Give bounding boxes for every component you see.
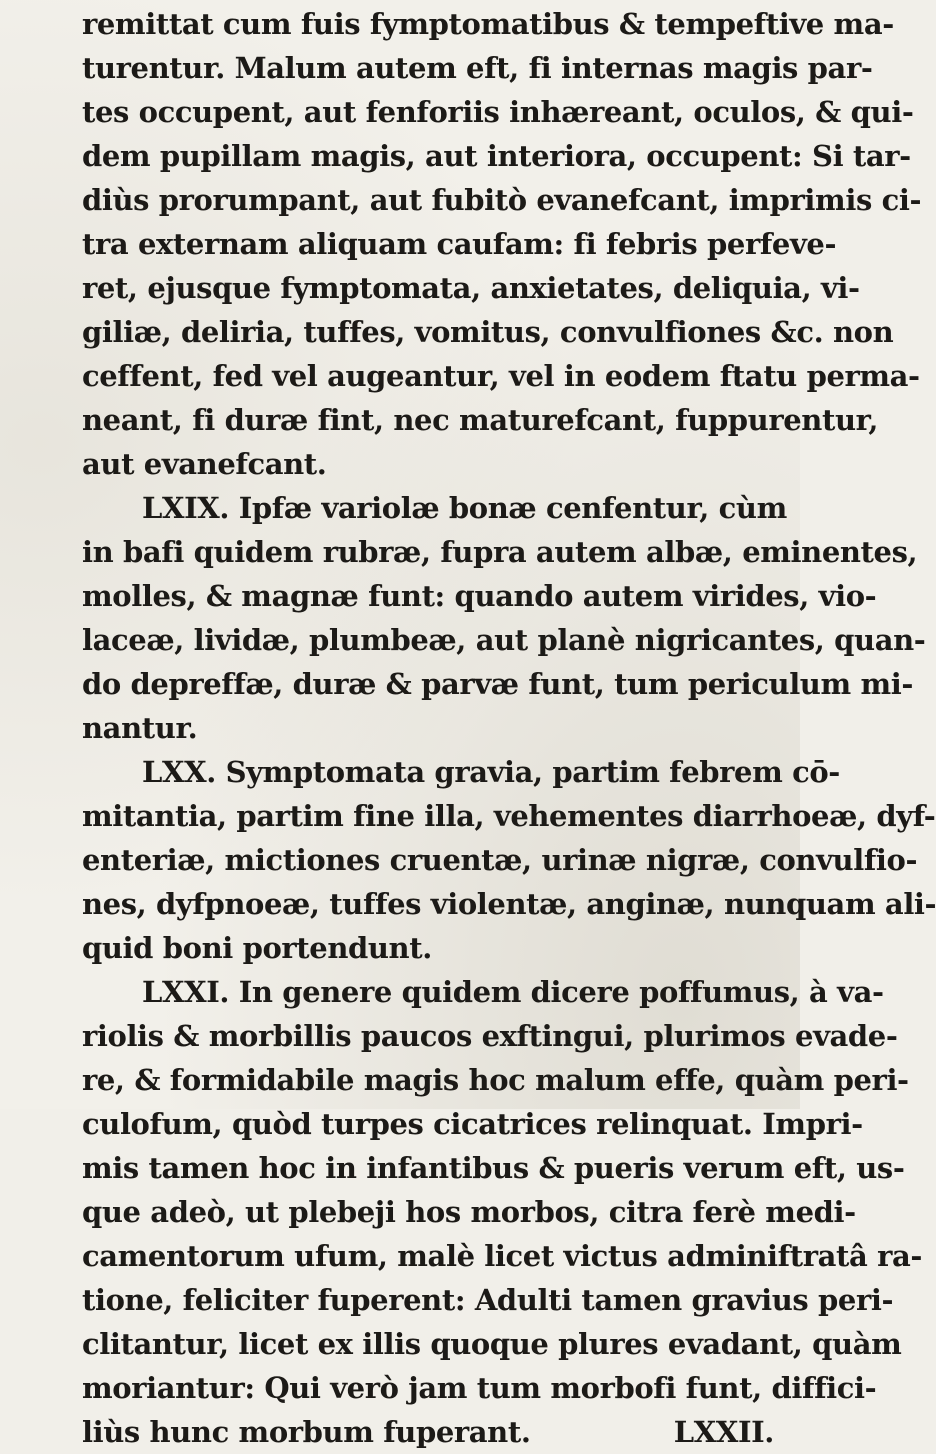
- text-line: mitantia, partim fine illa, vehementes diarrhoeæ, dyf-: [82, 799, 936, 833]
- text-line: dem pupillam magis, aut interiora, occupent: Si tar-: [82, 139, 911, 173]
- text-line: do depreffæ, duræ & parvæ funt, tum periculum mi-: [82, 667, 914, 701]
- last-line-row: [82, 1410, 782, 1454]
- text-line: que adeò, ut plebeji hos morbos, citra ferè medi-: [82, 1195, 856, 1229]
- section-heading-lxx: LXX. Symptomata gravia, partim febrem cō-: [142, 755, 840, 789]
- text-line: enteriæ, mictiones cruentæ, urinæ nigræ, convulfio-: [82, 843, 918, 877]
- section-heading-lxix: LXIX. Ipfæ variolæ bonæ cenfentur, cùm: [142, 491, 787, 525]
- text-line: tes occupent, aut fenforiis inhæreant, oculos, & qui-: [82, 95, 914, 129]
- main-text: [82, 2, 936, 1454]
- text-line: quid boni portendunt.: [82, 931, 432, 965]
- text-line: molles, & magnæ funt: quando autem virides, vio-: [82, 579, 877, 613]
- text-line: tione, feliciter fuperent: Adulti tamen gravius peri-: [82, 1283, 894, 1317]
- catchword: LXXII.: [673, 1415, 774, 1449]
- text-line: ceffent, fed vel augeantur, vel in eodem ftatu perma-: [82, 359, 920, 393]
- text-line: mis tamen hoc in infantibus & pueris verum eft, us-: [82, 1151, 905, 1185]
- text-line: diùs prorumpant, aut fubitò evanefcant, imprimis ci-: [82, 183, 922, 217]
- text-line: nes, dyfpnoeæ, tuffes violentæ, anginæ, nunquam ali-: [82, 887, 936, 921]
- text-line: riolis & morbillis paucos exftingui, plurimos evade-: [82, 1019, 898, 1053]
- text-line: in bafi quidem rubræ, fupra autem albæ, eminentes,: [82, 535, 918, 569]
- text-line: remittat cum fuis fymptomatibus & tempeftive ma-: [82, 7, 894, 41]
- text-line: neant, fi duræ fint, nec maturefcant, fuppurentur,: [82, 403, 879, 437]
- text-line: liùs hunc morbum fuperant.: [82, 1415, 531, 1449]
- text-line: turentur. Malum autem eft, fi internas magis par-: [82, 51, 873, 85]
- text-line: ret, ejusque fymptomata, anxietates, deliquia, vi-: [82, 271, 860, 305]
- text-line: camentorum ufum, malè licet victus adminiftratâ ra-: [82, 1239, 922, 1273]
- section-heading-lxxi: LXXI. In genere quidem dicere poffumus, à va-: [142, 975, 884, 1009]
- text-line: tra externam aliquam caufam: fi febris perfeve-: [82, 227, 837, 261]
- text-line: moriantur: Qui verò jam tum morbofi funt, diffici-: [82, 1371, 877, 1405]
- text-line: culofum, quòd turpes cicatrices relinquat. Impri-: [82, 1107, 863, 1141]
- text-line: re, & formidabile magis hoc malum effe, quàm peri-: [82, 1063, 909, 1097]
- text-line: nantur.: [82, 711, 198, 745]
- text-line: giliæ, deliria, tuffes, vomitus, convulfiones &c. non: [82, 315, 894, 349]
- text-line: laceæ, lividæ, plumbeæ, aut planè nigricantes, quan-: [82, 623, 926, 657]
- text-line: aut evanefcant.: [82, 447, 327, 481]
- text-line: clitantur, licet ex illis quoque plures evadant, quàm: [82, 1327, 902, 1361]
